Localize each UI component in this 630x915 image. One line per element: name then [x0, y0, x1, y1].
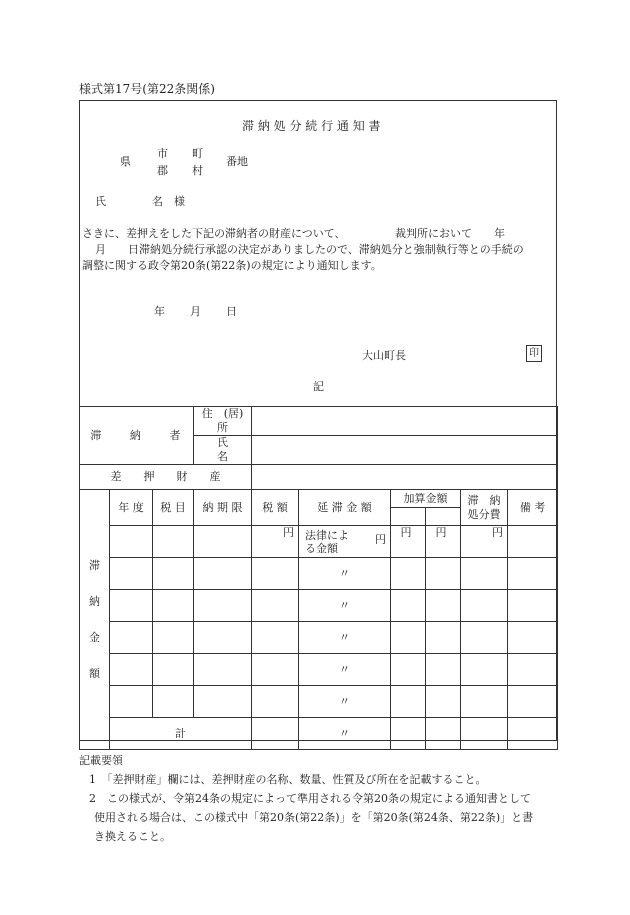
notes-item: 1 「差押財産」欄には、差押財産の名称、数量、性質及び所在を記載すること。: [89, 773, 487, 786]
ditto-mark: 〃: [299, 558, 391, 590]
header-tax-amount: 税 額: [252, 490, 299, 526]
legal-amount-label: 法律による金額: [305, 528, 350, 555]
cell[interactable]: [194, 654, 252, 686]
document-title: 滞 納 処 分 続 行 通 知 書: [242, 119, 381, 133]
cell[interactable]: [461, 622, 508, 654]
cell[interactable]: [426, 558, 461, 590]
date-day: 日: [226, 305, 237, 318]
cell[interactable]: [508, 718, 558, 750]
amount-side-char: 納: [89, 594, 100, 608]
cell[interactable]: [194, 686, 252, 718]
cell[interactable]: [391, 622, 426, 654]
cell[interactable]: [391, 686, 426, 718]
amount-side-char: 額: [89, 666, 100, 680]
notes: [79, 751, 533, 846]
cell[interactable]: [194, 526, 252, 558]
body-line-2: 月 日滞納処分続行承認の決定がありましたので、滞納処分と強制執行等との手続の: [95, 243, 524, 256]
cell[interactable]: [110, 526, 153, 558]
addressee-mei-sama: 名 様: [152, 195, 185, 208]
notes-item-continued: 使用される場合は、この様式中「第20条(第22条)」を「第20条(第24条、第22条)」と書: [94, 811, 534, 824]
cell[interactable]: [391, 558, 426, 590]
seized-property-label: 差 押 財 産: [80, 465, 252, 490]
header-fiscal-year: 年 度: [110, 490, 153, 526]
delinquent-label: 滞 納 者: [80, 407, 194, 465]
cell[interactable]: [194, 622, 252, 654]
address-ken: 県: [120, 155, 131, 168]
name-label: 氏 名: [194, 436, 252, 465]
cell[interactable]: [508, 686, 558, 718]
cell[interactable]: [252, 654, 299, 686]
legal-amount-cell: [299, 526, 391, 558]
delinquency-table: [79, 406, 558, 750]
header-due-date: 納 期 限: [194, 490, 252, 526]
address-machi: 町: [192, 147, 203, 160]
address-banchi: 番地: [226, 155, 248, 168]
header-additional-tax: 加算金額: [391, 490, 461, 508]
body-line-3: 調整に関する政令第20条(第22条)の規定により通知します。: [82, 259, 382, 272]
seized-property-value[interactable]: [252, 465, 558, 490]
unit-yen: 円: [391, 526, 426, 558]
cell[interactable]: [153, 622, 194, 654]
cell[interactable]: [461, 718, 508, 750]
address-gun: 郡: [157, 164, 168, 177]
ditto-mark: 〃: [299, 590, 391, 622]
cell[interactable]: [391, 590, 426, 622]
cell[interactable]: [461, 590, 508, 622]
address-mura: 村: [192, 164, 203, 177]
body-line-1: さきに、差押えをした下記の滞納者の財産について、 裁判所において 年: [82, 227, 506, 240]
cell[interactable]: [252, 718, 299, 750]
address-shi: 市: [157, 147, 168, 160]
cell[interactable]: [461, 558, 508, 590]
addressee-shi: 氏: [95, 195, 106, 208]
cell[interactable]: [153, 590, 194, 622]
header-tax-item: 税 目: [153, 490, 194, 526]
unit-yen: 円: [375, 532, 387, 546]
additional-tax-sub-2: [426, 508, 461, 526]
cell[interactable]: [153, 686, 194, 718]
cell[interactable]: [110, 558, 153, 590]
cell[interactable]: [508, 558, 558, 590]
unit-yen: 円: [426, 526, 461, 558]
notes-heading: 記載要領: [79, 754, 123, 767]
cell[interactable]: [461, 654, 508, 686]
cell[interactable]: [508, 654, 558, 686]
cell[interactable]: [461, 686, 508, 718]
ditto-mark: 〃: [299, 686, 391, 718]
amount-side-char: 滞: [89, 558, 100, 572]
cell[interactable]: [110, 622, 153, 654]
cell[interactable]: [110, 654, 153, 686]
cell[interactable]: [153, 654, 194, 686]
notes-item-continued: き換えること。: [94, 830, 171, 843]
cell[interactable]: [252, 622, 299, 654]
cell[interactable]: [508, 622, 558, 654]
amount-side-label: [80, 490, 110, 750]
cell[interactable]: [508, 590, 558, 622]
cell[interactable]: [153, 558, 194, 590]
sender-title: 大山町長: [362, 349, 406, 362]
ditto-mark: 〃: [299, 622, 391, 654]
unit-yen: 円: [461, 526, 508, 558]
cell[interactable]: [426, 718, 461, 750]
address-value[interactable]: [252, 407, 558, 436]
header-disposition-cost-line: 滞 納: [467, 493, 501, 507]
ditto-mark: 〃: [299, 654, 391, 686]
date-year: 年: [154, 305, 165, 318]
cell[interactable]: [194, 558, 252, 590]
unit-yen: 円: [252, 526, 299, 558]
cell[interactable]: [252, 558, 299, 590]
additional-tax-sub-1: [391, 508, 426, 526]
cell[interactable]: [110, 686, 153, 718]
cell[interactable]: [153, 526, 194, 558]
address-label: 住 (居) 所: [194, 407, 252, 436]
cell[interactable]: [508, 526, 558, 558]
cell[interactable]: [252, 686, 299, 718]
ki-label: 記: [313, 380, 324, 393]
amount-side-char: 金: [89, 630, 100, 644]
cell[interactable]: [110, 590, 153, 622]
cell[interactable]: [426, 622, 461, 654]
cell[interactable]: [391, 718, 426, 750]
header-remarks: 備 考: [508, 490, 558, 526]
cell[interactable]: [194, 590, 252, 622]
date-month: 月: [190, 305, 201, 318]
header-delinquency-charge: 延 滞 金 額: [299, 490, 391, 526]
name-value[interactable]: [252, 436, 558, 465]
ditto-mark: 〃: [299, 718, 391, 750]
cell[interactable]: [426, 654, 461, 686]
cell[interactable]: [426, 686, 461, 718]
cell[interactable]: [426, 590, 461, 622]
cell[interactable]: [252, 590, 299, 622]
header-disposition-cost-line: 処分費: [467, 507, 501, 521]
form-number: 様式第17号(第22条関係): [79, 82, 215, 96]
total-label: 計: [110, 718, 252, 750]
cell[interactable]: [391, 654, 426, 686]
header-disposition-cost: [461, 490, 508, 526]
notes-item: 2 この様式が、令第24条の規定によって準用される令第20条の規定による通知書として: [89, 792, 531, 805]
seal-stamp: 印: [526, 345, 542, 362]
